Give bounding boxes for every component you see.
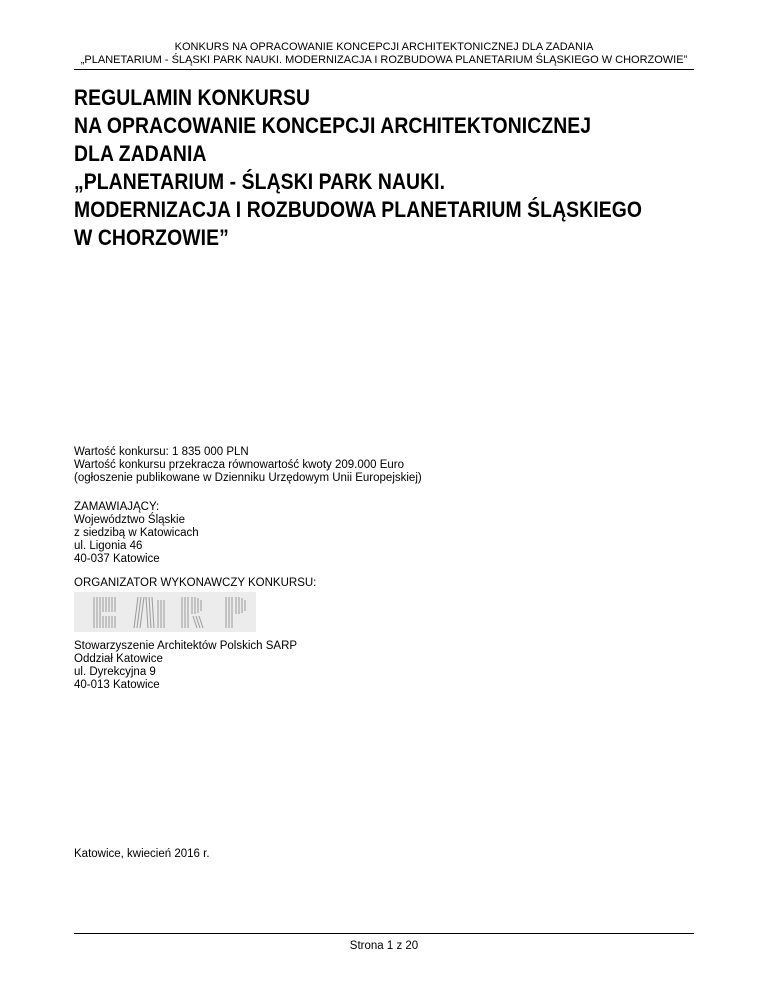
title-line: W CHORZOWIE” <box>74 225 229 250</box>
contest-value-info <box>74 446 422 485</box>
client-heading: ZAMAWIAJĄCY: <box>74 501 160 513</box>
sarp-logo-r <box>182 597 203 628</box>
title-line: DLA ZADANIA <box>74 141 207 166</box>
client-line: Województwo Śląskie <box>74 514 186 526</box>
place-date: Katowice, kwiecień 2016 r. <box>74 848 210 860</box>
title-line: „PLANETARIUM - ŚLĄSKI PARK NAUKI. <box>74 169 446 194</box>
header-divider <box>74 69 694 70</box>
document-title <box>74 84 642 252</box>
header-line-1: KONKURS NA OPRACOWANIE KONCEPCJI ARCHITEKTONICZNEJ DLA ZADANIA <box>174 41 594 53</box>
title-line: REGULAMIN KONKURSU <box>74 85 311 110</box>
page-number: Strona 1 z 20 <box>349 940 419 952</box>
organizer-line: ul. Dyrekcyjna 9 <box>74 666 156 678</box>
sarp-logo-s <box>94 597 115 628</box>
title-line: NA OPRACOWANIE KONCEPCJI ARCHITEKTONICZNEJ <box>74 113 592 138</box>
organizer-heading: ORGANIZATOR WYKONAWCZY KONKURSU: <box>74 577 317 589</box>
header-line-2: „PLANETARIUM - ŚLĄSKI PARK NAUKI. MODERNIZACJA I ROZBUDOWA PLANETARIUM ŚLĄSKIEGO W CHORZOWIE” <box>80 54 688 66</box>
client-block <box>74 501 199 566</box>
footer-divider <box>74 933 694 934</box>
sarp-logo-p <box>226 597 245 628</box>
client-line: 40-037 Katowice <box>74 553 160 565</box>
client-line: ul. Ligonia 46 <box>74 540 143 552</box>
client-line: z siedzibą w Katowicach <box>74 527 199 539</box>
value-line: Wartość konkursu przekracza równowartość kwoty 209.000 Euro <box>74 459 405 471</box>
organizer-line: Stowarzyszenie Architektów Polskich SARP <box>74 640 298 652</box>
sarp-logo-a <box>134 597 164 628</box>
organizer-address <box>74 640 297 692</box>
organizer-line: Oddział Katowice <box>74 653 163 665</box>
sarp-logo <box>74 592 256 632</box>
organizer-line: 40-013 Katowice <box>74 679 160 691</box>
value-line: Wartość konkursu: 1 835 000 PLN <box>74 446 249 458</box>
value-line: (ogłoszenie publikowane w Dzienniku Urzędowym Unii Europejskiej) <box>74 472 422 484</box>
running-header <box>74 41 694 67</box>
title-line: MODERNIZACJA I ROZBUDOWA PLANETARIUM ŚLĄSKIEGO <box>74 197 642 222</box>
